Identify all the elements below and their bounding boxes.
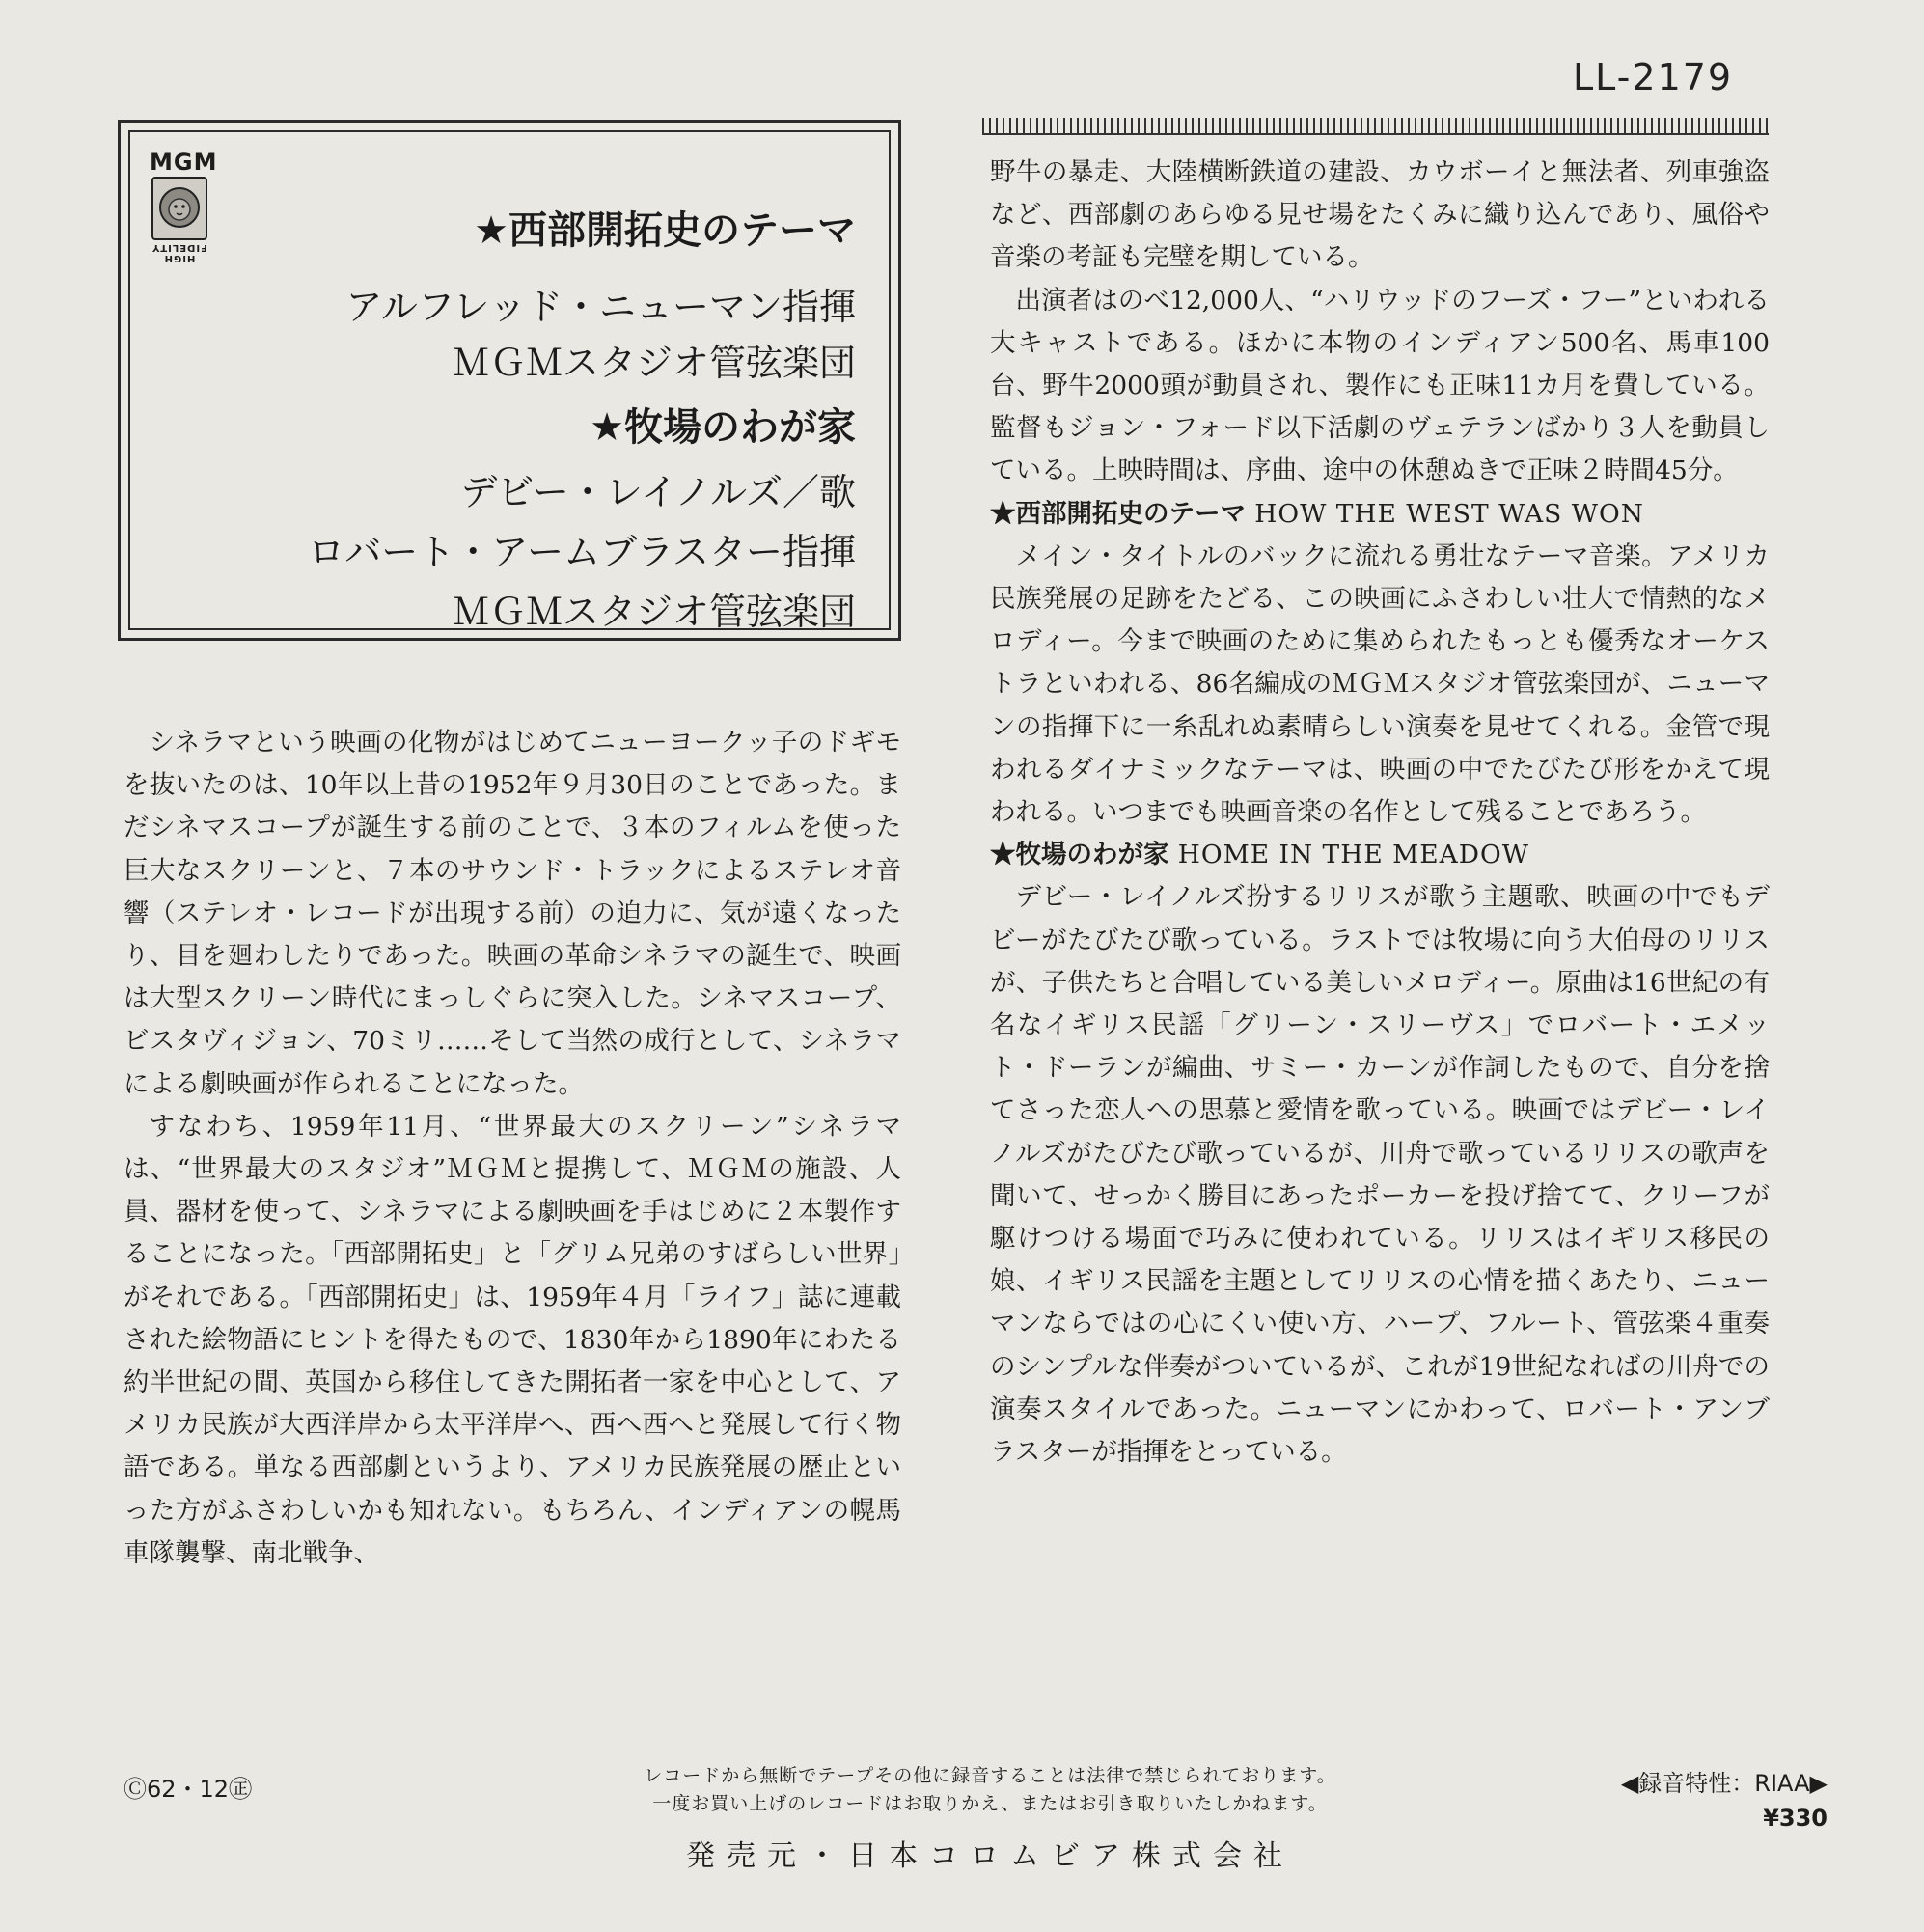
section-heading-west [990, 493, 1770, 536]
logo-subtext: HIGH FIDELITY [151, 242, 207, 263]
box-line-3: デビー・レイノルズ／歌 [460, 471, 856, 513]
legal-notice [575, 1762, 1405, 1818]
right-paragraph-3: メイン・タイトルのバックに流れる勇壮なテーマ音楽。アメリカ民族発展の足跡をたどる、この映画にふさわしい壮大で情熱的なメロディー。今まで映画のために集められたもっとも優秀なオーケストラといわれる、86名編成のＭＧＭスタジオ管弦楽団が、ニューマンの指揮下に一糸乱れぬ素晴らしい演奏を見せてくれる。金管で現われるダイナミックなテーマは、映画の中でたびたび形をかえて現われる。いつまでも映画音楽の名作として残ることであろう。 [990, 540, 1770, 828]
section-heading-meadow-en: HOME IN THE MEADOW [1177, 840, 1529, 870]
section-heading-west-en: HOW THE WEST WAS WON [1254, 498, 1644, 529]
box-line-4: ロバート・アームブラスター指揮 [308, 531, 856, 573]
right-column [990, 152, 1770, 1474]
left-paragraph-1: シネラマという映画の化物がはじめてニューヨークッ子のドギモを抜いたのは、10年以上昔の1952年９月30日のことであった。まだシネマスコープが誕生する前のことで、３本のフィルムを使った巨大なスクリーンと、７本のサウンド・トラックによるステレオ音響（ステレオ・レコードが出現する前）の迫力に、気が遠くなったり、目を廻わしたりであった。映画の革命シネラマの誕生で、映画は大型スクリーン時代にまっしぐらに突入した。シネマスコープ、ビスタヴィジョン、70ミリ……そして当然の成行として、シネラマによる劇映画が作られることになった。 [124, 728, 901, 1099]
lion-icon [151, 177, 207, 240]
catalog-number: LL-2179 [1573, 56, 1734, 98]
section-heading-meadow [990, 834, 1770, 876]
box-line-2: ＭＧＭスタジオ管弦楽団 [452, 342, 856, 384]
section-heading-meadow-jp: ★牧場のわが家 [990, 840, 1169, 870]
box-line-1: アルフレッド・ニューマン指揮 [345, 286, 856, 328]
left-column [124, 722, 901, 1575]
left-paragraph-2: すなわち、1959年11月、“世界最大のスクリーン”シネラマは、“世界最大のスタジオ”ＭＧＭと提携して、ＭＧＭの施設、人員、器材を使って、シネラマによる劇映画を手はじめに２本製作することになった。「西部開拓史」と「グリム兄弟のすばらしい世界」がそれである。「西部開拓史」は、1959年４月「ライフ」誌に連載された絵物語にヒントを得たもので、1830年から1890年にわたる約半世紀の間、英国から移住してきた開拓者一家を中心として、アメリカ民族が大西洋岸から太平洋岸へ、西へ西へと発展して行く物語である。単なる西部劇というより、アメリカ民族発展の歴止といった方がふさわしいかも知れない。もちろん、インディアンの幌馬車隊襲撃、南北戦争、 [124, 1111, 901, 1568]
logo-text: MGM [150, 149, 218, 176]
riaa-label: ◀録音特性：RIAA▶ [1620, 1770, 1828, 1797]
title-box [118, 120, 901, 641]
box-title-2: ★牧場のわが家 [590, 405, 856, 450]
right-paragraph-2: 出演者はのべ12,000人、“ハリウッドのフーズ・フー”といわれる大キャストである。ほかに本物のインディアン500名、馬車100台、野牛2000頭が動員され、製作にも正味11カ月を費している。監督もジョン・フォード以下活劇のヴェテランばかり３人を動員している。上映時間は、序曲、途中の休憩ぬきで正味２時間45分。 [990, 285, 1770, 486]
recording-info [1621, 1766, 1828, 1835]
right-paragraph-1: 野牛の暴走、大陸横断鉄道の建設、カウボーイと無法者、列車強盗など、西部劇のあらゆる見せ場をたくみに織り込んであり、風俗や音楽の考証も完璧を期している。 [990, 157, 1770, 273]
copyright-mark: Ⓒ62・12㊣ [124, 1776, 253, 1803]
publisher: 発売元・日本コロムビア株式会社 [686, 1839, 1294, 1873]
right-paragraph-4: デビー・レイノルズ扮するリリスが歌う主題歌、映画の中でもデビーがたびたび歌っている。ラストでは牧場に向う大伯母のリリスが、子供たちと合唱している美しいメロディー。原曲は16世紀の有名なイギリス民謡「グリーン・スリーヴス」でロバート・エメット・ドーランが編曲、サミー・カーンが作詞したもので、自分を捨てさった恋人への思慕と愛情を歌っている。映画ではデビー・レイノルズがたびたび歌っているが、川舟で歌っているリリスの歌声を聞いて、せっかく勝目にあったポーカーを投げ捨てて、クリーフが駆けつける場面で巧みに使われている。リリスはイギリス移民の娘、イギリス民謡を主題としてリリスの心情を描くあたり、ニューマンならではの心にくい使い方、ハープ、フルート、管弦楽４重奏のシンプルな伴奏がついているが、これが19世紀なればの川舟での演奏スタイルであった。ニューマンにかわって、ロバート・アンブラスターが指揮をとっている。 [990, 882, 1770, 1468]
box-title-1: ★西部開拓史のテーマ [474, 208, 856, 253]
section-heading-west-jp: ★西部開拓史のテーマ [990, 498, 1246, 529]
legal-notice-line-2: 一度お買い上げのレコードはお取りかえ、またはお引き取りいたしかねます。 [652, 1793, 1328, 1814]
price: ¥330 [1763, 1805, 1828, 1832]
legal-notice-line-1: レコードから無断でテープその他に録音することは法律で禁じられております。 [644, 1765, 1336, 1786]
box-line-5: ＭＧＭスタジオ管弦楽団 [452, 591, 856, 633]
hatched-rule [982, 118, 1769, 135]
mgm-logo [150, 149, 218, 267]
